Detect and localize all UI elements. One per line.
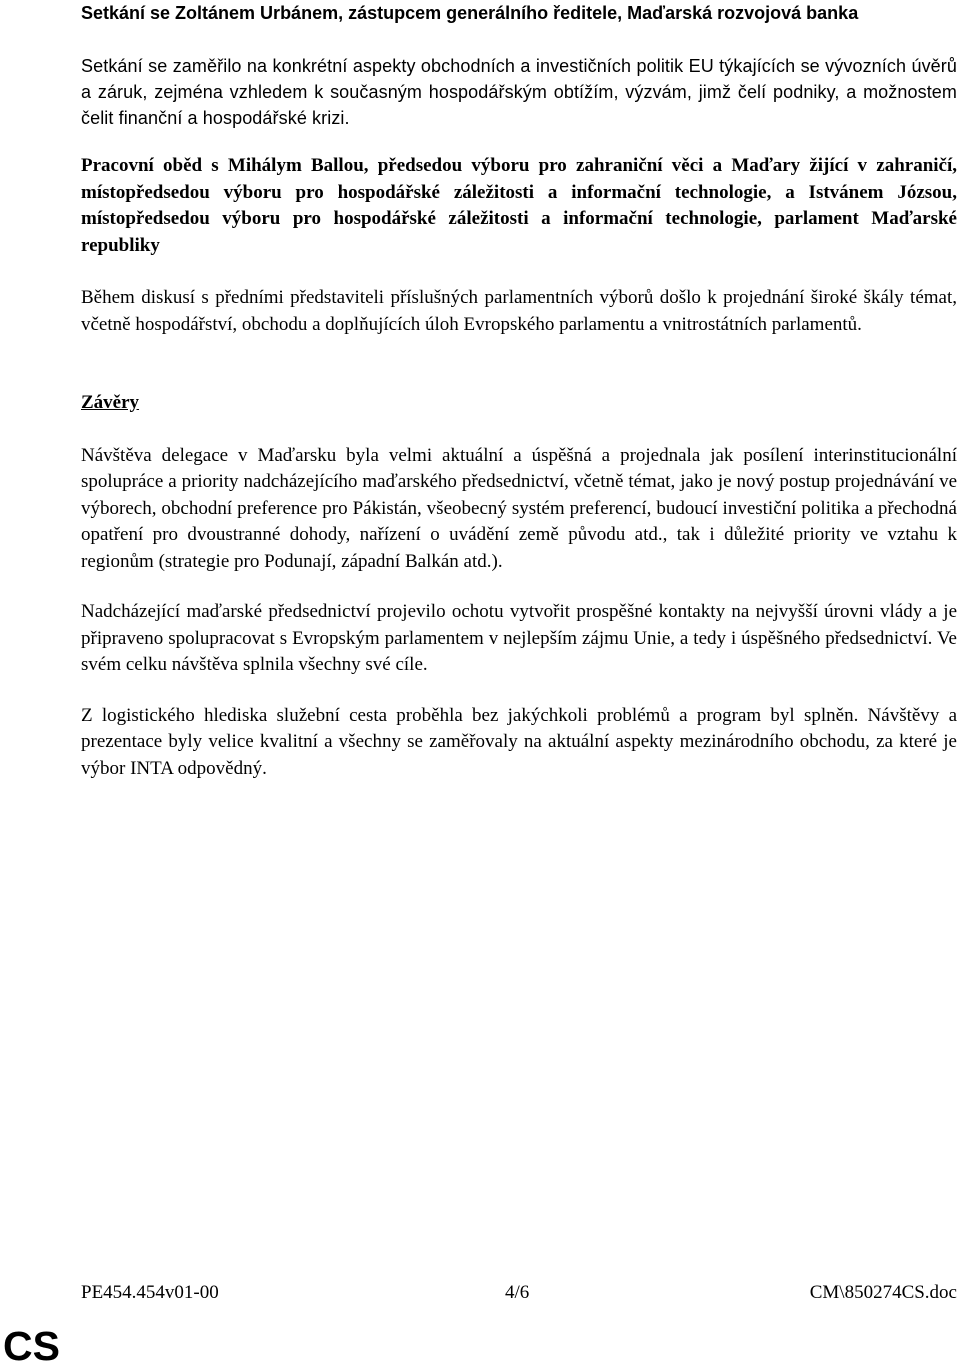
footer-file-name: CM\850274CS.doc bbox=[809, 1282, 957, 1303]
document-body bbox=[81, 0, 957, 782]
meeting-heading: Setkání se Zoltánem Urbánem, zástupcem generálního ředitele, Maďarská rozvojová banka bbox=[81, 3, 859, 23]
footer-doc-reference: PE454.454v01-00 bbox=[81, 1282, 219, 1303]
meeting-text: Setkání se zaměřilo na konkrétní aspekty obchodních a investičních politik EU týkajících se vývozních úvěrů a záruk, zejména vzhledem k současným hospodářským obtížím, výzvám, jimž čelí podniky, a možnostem čelit finanční a hospodářské krizi. bbox=[81, 56, 957, 128]
conclusions-paragraph-3: Z logistického hlediska služební cesta proběhla bez jakýchkoli problémů a program byl splněn. Návštěvy a prezentace byly velice kvalitní a všechny se zaměřovaly na aktuální aspekty mezinárodního obchodu, za které je výbor INTA odpovědný. bbox=[81, 704, 957, 779]
conclusions-paragraph-1: Návštěva delegace v Maďarsku byla velmi aktuální a úspěšná a projednala jak posílení interinstitucionální spolupráce a priority nadcházejícího maďarského předsednictví, včetně témat, jako je nový postup projednávání ve výborech, obchodní preference pro Pákistán, všeobecný systém preferencí, budoucí investiční politika a přechodná opatření pro dvoustranné dohody, nařízení o uvádění země původu atd., tak i důležité priority ve vztahu k regionům (strategie pro Podunají, západní Balkán atd.). bbox=[81, 444, 957, 572]
conclusions-paragraph-2: Nadcházející maďarské předsednictví projevilo ochotu vytvořit prospěšné kontakty na nejvyšší úrovni vlády a je připraveno spolupracovat s Evropským parlamentem v nejlepším zájmu Unie, a tedy i úspěšného předsednictví. Ve svém celku návštěva splnila všechny své cíle. bbox=[81, 601, 957, 675]
conclusions-heading: Závěry bbox=[81, 392, 140, 413]
footer-page-number: 4/6 bbox=[505, 1282, 530, 1303]
language-code: CS bbox=[3, 1323, 60, 1369]
page-footer bbox=[81, 1280, 957, 1306]
lunch-text: Během diskusí s předními představiteli příslušných parlamentních výborů došlo k projednání široké škály témat, včetně hospodářství, obchodu a doplňujících úloh Evropského parlamentu a vnitrostátních parlamentů. bbox=[81, 287, 957, 335]
lunch-heading: Pracovní oběd s Mihálym Ballou, předsedou výboru pro zahraniční věci a Maďary žijící v zahraničí, místopředsedou výboru pro hospodářské záležitosti a informační technologie, a Istvánem Józsou, místopředsedou výboru pro hospodářské záležitosti a informační technologie, parlament Maďarské republiky bbox=[81, 155, 957, 256]
